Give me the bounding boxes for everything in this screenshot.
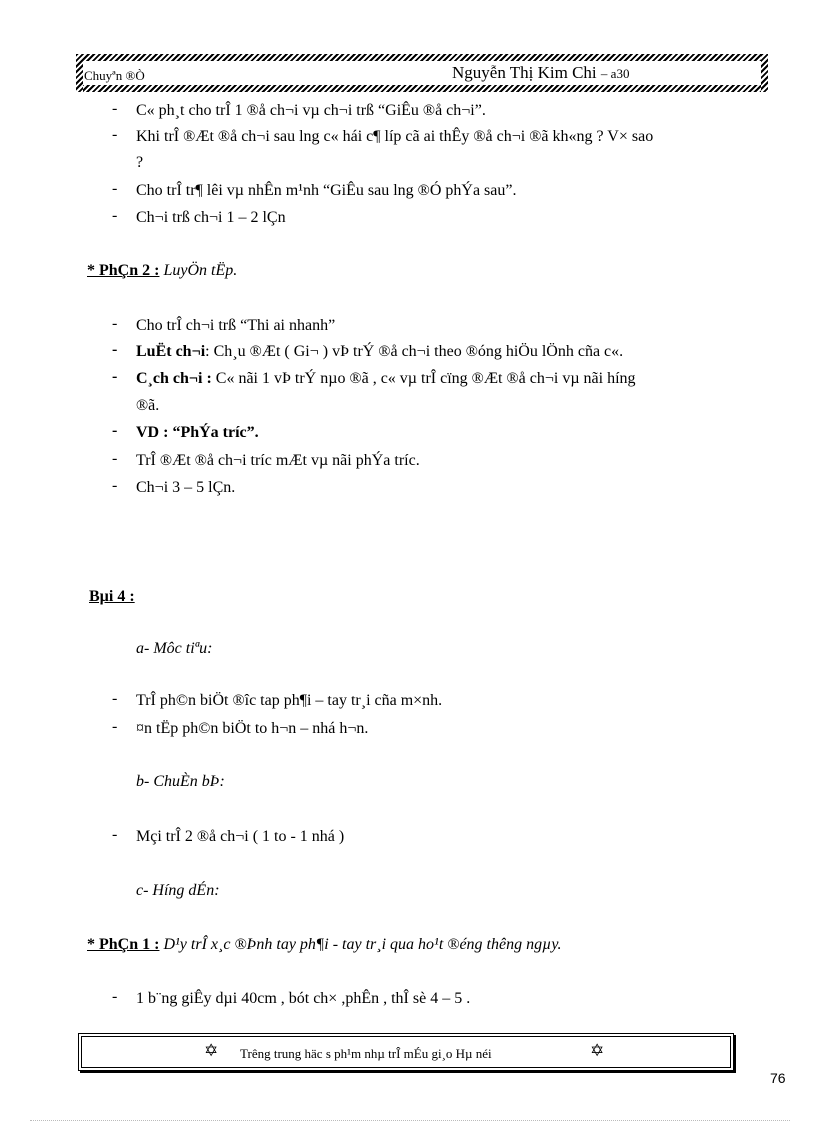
header-hatch-top [76, 54, 768, 61]
bullet-dash: - [112, 988, 118, 1005]
page-number: 76 [770, 1070, 786, 1086]
list-item-continuation: ®ã. [136, 397, 160, 414]
howto-label: C¸ch ch¬i : [136, 370, 212, 387]
bullet-dash: - [112, 368, 118, 385]
list-item: TrÎ ph©n biÖt ®îc tap ph¶i – tay tr¸i cña m×nh. [136, 692, 443, 709]
list-item: Cho trÎ tr¶ lêi vµ nhÊn m¹nh “GiÊu sau lng ®Ó phÝa sau”. [136, 182, 517, 199]
example-item: VD : “PhÝa tríc”. [136, 424, 259, 441]
header-topic: Chuyªn ®Ò [84, 68, 145, 83]
list-item: Mçi trÎ 2 ®å ch¬i ( 1 to - 1 nhá ) [136, 828, 345, 845]
bullet-dash: - [112, 826, 118, 843]
list-item: 1 b¨ng giÊy dµi 40cm , bót ch× ,phÊn , thÎ sè 4 – 5 . [136, 990, 471, 1007]
bullet-dash: - [112, 422, 118, 439]
list-item [136, 368, 636, 390]
header-author-suffix: – a30 [600, 66, 630, 81]
part2-heading [87, 260, 237, 282]
list-item: Ch¬i trß ch¬i 1 – 2 lÇn [136, 209, 286, 226]
star-of-david-icon: ✡ [590, 1041, 605, 1060]
howto-text: C« nãi 1 vÞ trÝ nµo ®ã , c« vµ trÎ cïng ®Æt ®å ch¬i vµ nãi híng [211, 370, 636, 387]
bullet-dash: - [112, 100, 118, 117]
bullet-dash: - [112, 718, 118, 735]
page-edge-divider [30, 1120, 790, 1121]
list-item: Cho trÎ ch¬i trß “Thi ai nhanh” [136, 317, 336, 334]
part1-title: D¹y trÎ x¸c ®Þnh tay ph¶i - tay tr¸i qua ho¹t ®éng thêng ngµy. [163, 936, 562, 953]
bullet-dash: - [112, 180, 118, 197]
header-author-name: Nguyễn Thị Kim Chi [452, 63, 597, 82]
list-item: ¤n tËp ph©n biÖt to h¬n – nhá h¬n. [136, 720, 369, 737]
star-of-david-icon: ✡ [204, 1041, 219, 1060]
rule-label: LuËt ch¬i [136, 343, 206, 360]
list-item-continuation: ? [136, 154, 144, 171]
bullet-dash: - [112, 690, 118, 707]
bullet-dash: - [112, 207, 118, 224]
section-c-title: c- Híng dÉn: [136, 882, 220, 899]
bullet-dash: - [112, 341, 118, 358]
list-item: C« ph¸t cho trÎ 1 ®å ch¬i vµ ch¬i trß “GiÊu ®å ch¬i”. [136, 102, 486, 119]
header-hatch-bottom [76, 85, 768, 92]
header-hatch-right [761, 54, 768, 92]
part1-label: * PhÇn 1 : [87, 936, 160, 953]
list-item: Khi trÎ ®Æt ®å ch¬i sau lng c« hái c¶ líp cã ai thÊy ®å ch¬i ®ã kh«ng ? V× sao [136, 128, 654, 145]
section-b-title: b- ChuÈn bÞ: [136, 773, 225, 790]
list-item [136, 341, 623, 363]
bullet-dash: - [112, 315, 118, 332]
header-hatch-left [76, 54, 83, 92]
list-item: TrÎ ®Æt ®å ch¬i tríc mÆt vµ nãi phÝa tríc. [136, 452, 420, 469]
section-a-title: a- Môc tiªu: [136, 640, 213, 657]
lesson-heading: Bµi 4 : [89, 588, 135, 605]
rule-text: : Ch¸u ®Æt ( Gi¬ ) vÞ trÝ ®å ch¬i theo ®óng hiÖu lÖnh cña c«. [205, 343, 624, 360]
part1-heading [87, 934, 562, 956]
bullet-dash: - [112, 126, 118, 143]
part2-title: LuyÖn tËp. [163, 262, 238, 279]
bullet-dash: - [112, 450, 118, 467]
footer-school-name: Trêng trung häc s ph¹m nhµ trÎ mÉu gi¸o Hµ néi [240, 1046, 492, 1061]
bullet-dash: - [112, 477, 118, 494]
list-item: Ch¬i 3 – 5 lÇn. [136, 479, 236, 496]
header-border [76, 54, 768, 92]
part2-label: * PhÇn 2 : [87, 262, 160, 279]
header-author [452, 63, 629, 83]
